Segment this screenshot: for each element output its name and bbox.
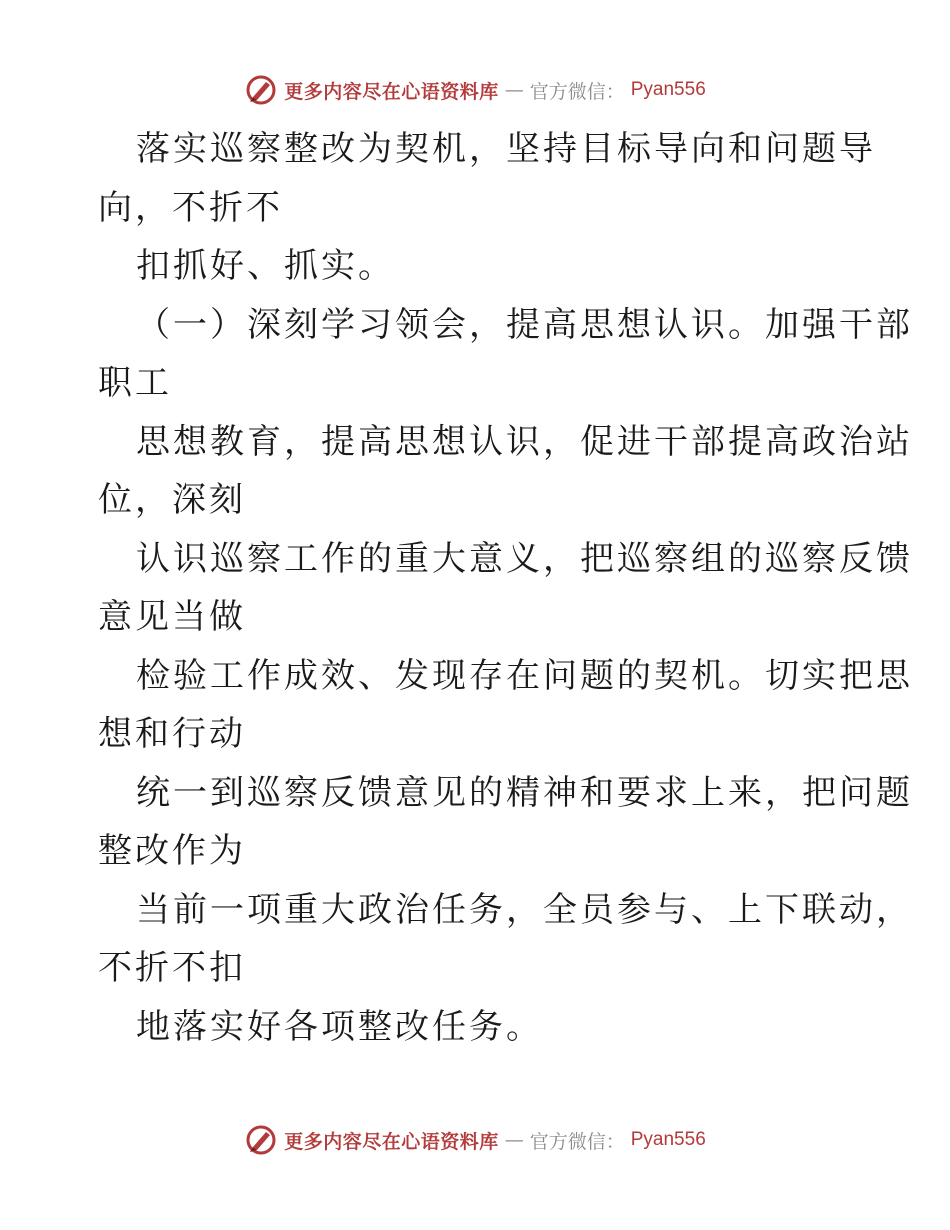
- text-line: 职工: [98, 363, 172, 403]
- banner-slogan: 更多内容尽在心语资料库: [284, 80, 499, 103]
- banner-slogan: 更多内容尽在心语资料库: [284, 1130, 499, 1153]
- text-line: 思想教育，提高思想认识，促进干部提高政治站: [136, 421, 913, 462]
- banner-dash: —: [504, 79, 524, 101]
- banner-dash: —: [504, 1129, 524, 1151]
- text-line: 向，不折不: [98, 187, 283, 228]
- text-line: 当前一项重大政治任务，全员参与、上下联动，: [136, 889, 913, 930]
- banner-wechat-id: Pyan556: [630, 1129, 706, 1150]
- text-line: （一）深刻学习领会，提高思想认识。加强干部: [136, 304, 913, 345]
- text-line: 不折不扣: [98, 948, 246, 988]
- text-line: 扣抓好、抓实。: [136, 246, 395, 286]
- text-line: 位，深刻: [98, 480, 246, 520]
- footer-banner: [0, 1120, 950, 1160]
- pen-nib-circle-logo-icon: [244, 1123, 278, 1157]
- header-banner: [0, 70, 950, 110]
- text-line: 落实巡察整改为契机，坚持目标导向和问题导: [136, 129, 876, 169]
- banner-wechat-id: Pyan556: [630, 79, 706, 100]
- banner-wechat-label: 官方微信：: [529, 1130, 625, 1153]
- text-line: 地落实好各项整改任务。: [136, 1006, 543, 1047]
- pen-nib-circle-logo-icon: [244, 73, 278, 107]
- banner-wechat-label: 官方微信：: [529, 80, 625, 103]
- body-text: [98, 120, 913, 1056]
- text-line: 想和行动: [98, 714, 246, 754]
- text-line: 整改作为: [98, 831, 246, 871]
- text-line: 意见当做: [98, 597, 246, 637]
- text-line: 认识巡察工作的重大意义，把巡察组的巡察反馈: [136, 538, 913, 579]
- text-line: 统一到巡察反馈意见的精神和要求上来，把问题: [136, 772, 913, 813]
- text-line: 检验工作成效、发现存在问题的契机。切实把思: [136, 655, 913, 696]
